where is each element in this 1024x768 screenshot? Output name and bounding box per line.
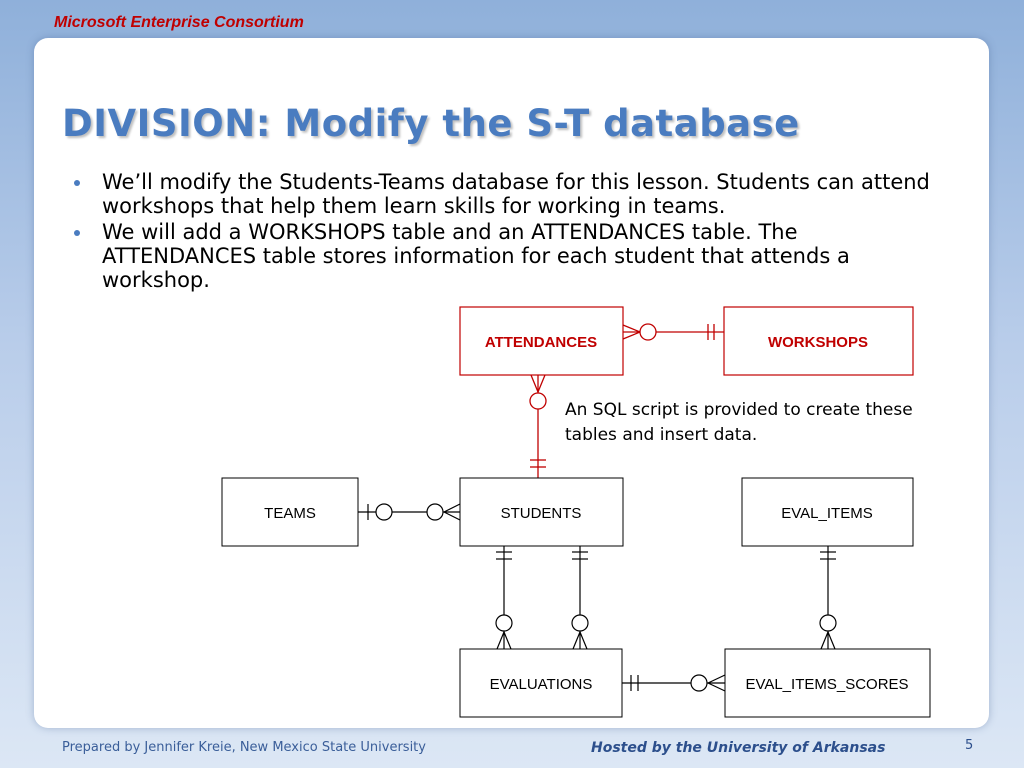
entity-label: TEAMS	[264, 505, 316, 522]
footer-author: Prepared by Jennifer Kreie, New Mexico State University	[62, 740, 426, 755]
page-number: 5	[965, 738, 974, 753]
entity-label: EVALUATIONS	[489, 676, 593, 693]
entity-eval-items-scores	[725, 649, 930, 717]
diagram-note: An SQL script is provided to create these tables and insert data.	[565, 400, 913, 445]
relation-students-evaluations	[496, 546, 588, 649]
bullet-text: We’ll modify the Students-Teams database for this lesson. Students can attend workshops that help them learn skills for working in teams.	[102, 170, 930, 218]
entity-evaluations	[460, 649, 622, 717]
relation-attendances-workshops	[623, 324, 724, 340]
entity-label: WORKSHOPS	[767, 334, 869, 351]
entity-label: STUDENTS	[500, 505, 582, 522]
entity-eval-items	[742, 478, 913, 546]
relation-evalitems-scores	[820, 546, 836, 649]
entity-teams	[222, 478, 358, 546]
entity-label: EVAL_ITEMS_SCORES	[745, 676, 909, 693]
footer-host: Hosted by the University of Arkansas	[591, 740, 886, 756]
bullet-text: We will add a WORKSHOPS table and an ATTENDANCES table. The ATTENDANCES table stores information for each student that attends a workshop.	[102, 220, 850, 292]
entity-students	[460, 478, 623, 546]
entity-label: EVAL_ITEMS	[781, 505, 873, 522]
relation-teams-students	[358, 504, 460, 520]
relation-attendances-students	[530, 375, 546, 478]
entity-attendances	[460, 307, 623, 375]
entity-workshops	[724, 307, 913, 375]
header-organization: Microsoft Enterprise Consortium	[54, 14, 304, 31]
relation-evaluations-scores	[622, 675, 725, 691]
entity-label: ATTENDANCES	[484, 334, 598, 351]
slide-title: DIVISION: Modify the S-T database	[62, 102, 800, 145]
